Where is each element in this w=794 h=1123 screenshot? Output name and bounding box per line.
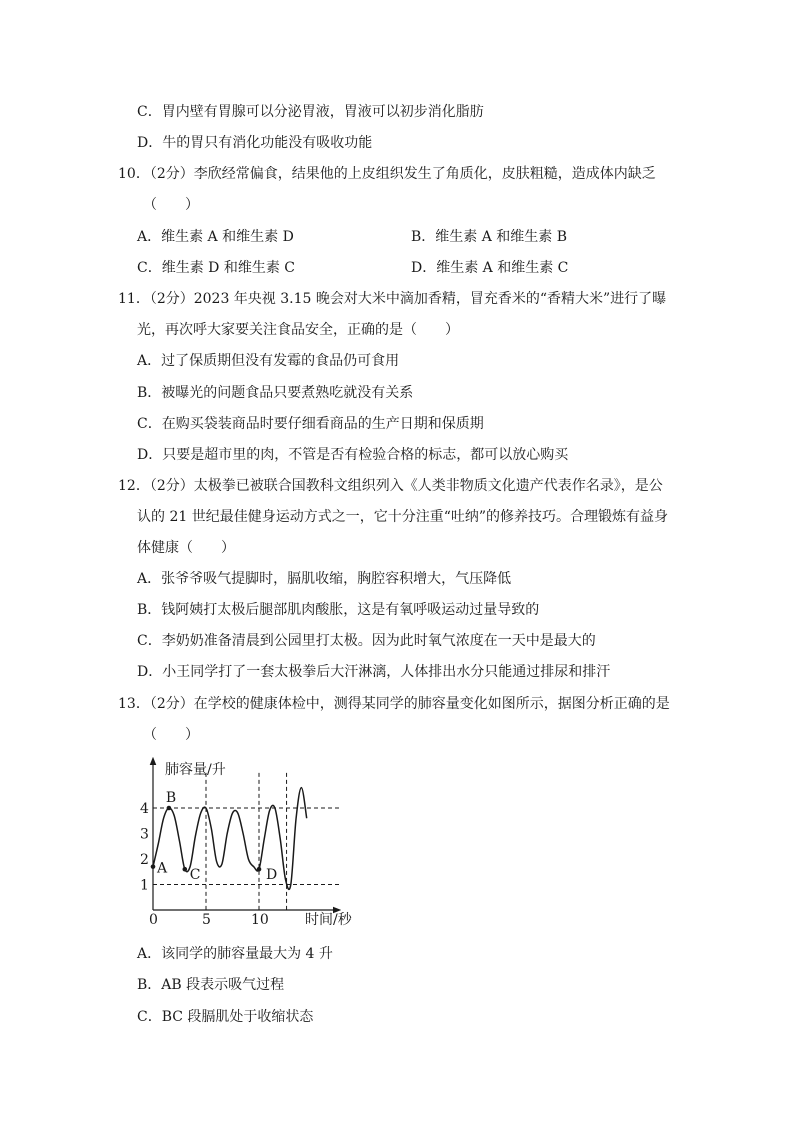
q12-stem-line1: 12．（2分）太极拳已被联合国教科文组织列入《人类非物质文化遗产代表作名录》，是公 bbox=[118, 478, 663, 494]
q11-stem-line2: 光，再次呼大家要关注食品安全，正确的是（ ） bbox=[137, 322, 459, 338]
q10-option-d: D．维生素 A 和维生素 C bbox=[411, 260, 569, 276]
q13-option-b: B．AB 段表示吸气过程 bbox=[137, 977, 285, 993]
q11-stem-line1: 11．（2分）2023 年央视 3.15 晚会对大米中滴加香精，冒充香米的“香精大米”进行了曝 bbox=[118, 291, 667, 307]
point-A bbox=[151, 864, 156, 869]
q11-option-b: B．被曝光的问题食品只要煮熟吃就没有关系 bbox=[137, 385, 414, 401]
q10-stem-line1: 10．（2分）李欣经常偏食，结果他的上皮组织发生了角质化，皮肤粗糙，造成体内缺乏 bbox=[118, 166, 656, 182]
x-tick-label-5: 5 bbox=[202, 912, 211, 928]
q12-option-c: C．李奶奶准备清晨到公园里打太极。因为此时氧气浓度在一天中是最大的 bbox=[137, 633, 596, 649]
x-tick-label-0: 0 bbox=[149, 912, 158, 928]
q13-option-a: A．该同学的肺容量最大为 4 升 bbox=[137, 946, 333, 962]
q12-stem-line2: 认的 21 世纪最佳健身运动方式之一，它十分注重“吐纳”的修养技巧。合理锻炼有益身 bbox=[137, 509, 669, 525]
q11-option-d: D．只要是超市里的肉，不管是否有检验合格的标志，都可以放心购买 bbox=[137, 447, 569, 463]
q11-option-c: C．在购买袋装商品时要仔细看商品的生产日期和保质期 bbox=[137, 416, 484, 432]
q13-option-c: C．BC 段膈肌处于收缩状态 bbox=[137, 1009, 314, 1025]
q10-option-c: C．维生素 D 和维生素 C bbox=[137, 260, 295, 276]
q12-option-d: D．小王同学打了一套太极拳后大汗淋漓，人体排出水分只能通过排尿和排汗 bbox=[137, 664, 611, 680]
point-C bbox=[183, 867, 188, 872]
y-tick-label-3: 3 bbox=[140, 826, 149, 843]
q13-stem-line1: 13．（2分）在学校的健康体检中，测得某同学的肺容量变化如图所示，据图分析正确的是 bbox=[118, 696, 670, 712]
point-label-C: C bbox=[189, 867, 201, 884]
q10-option-b: B．维生素 A 和维生素 B bbox=[411, 229, 568, 245]
q9-option-d: D．牛的胃只有消化功能没有吸收功能 bbox=[137, 135, 373, 151]
q11-option-a: A．过了保质期但没有发霉的食品仍可食用 bbox=[137, 353, 400, 369]
y-tick-label-1: 1 bbox=[140, 877, 149, 894]
q13-stem-line2: （ ） bbox=[143, 727, 199, 743]
point-label-B: B bbox=[165, 790, 177, 806]
q9-option-c: C．胃内壁有胃腺可以分泌胃液，胃液可以初步消化脂肪 bbox=[137, 104, 484, 120]
q12-option-b: B．钱阿姨打太极后腿部肌肉酸胀，这是有氧呼吸运动过量导致的 bbox=[137, 602, 540, 618]
y-tick-label-2: 2 bbox=[140, 852, 149, 868]
q10-option-a: A．维生素 A 和维生素 D bbox=[137, 229, 294, 245]
y-tick-label-4: 4 bbox=[140, 801, 149, 817]
point-label-D: D bbox=[266, 867, 278, 884]
y-axis-label: 肺容量/升 bbox=[165, 762, 226, 778]
x-tick-label-10: 10 bbox=[251, 912, 269, 928]
q10-stem-line2: （ ） bbox=[143, 197, 199, 213]
point-label-A: A bbox=[157, 860, 168, 877]
x-axis-label: 时间/秒 bbox=[305, 912, 352, 928]
q12-option-a: A．张爷爷吸气提脚时，膈肌收缩，胸腔容积增大，气压降低 bbox=[137, 571, 512, 587]
point-D bbox=[257, 867, 262, 872]
lung-capacity-chart bbox=[137, 757, 362, 930]
q12-stem-line3: 体健康（ ） bbox=[137, 540, 235, 556]
point-B bbox=[167, 806, 172, 811]
